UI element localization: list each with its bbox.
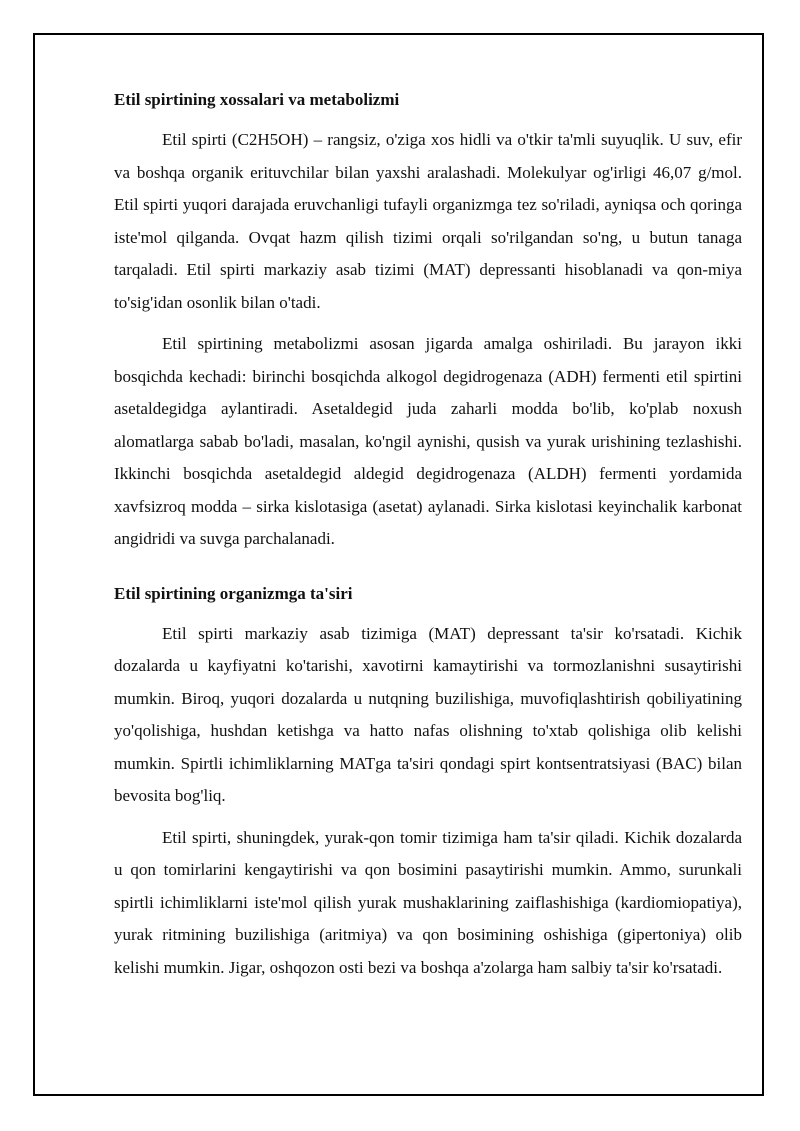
paragraph: Etil spirti, shuningdek, yurak-qon tomir tizimiga ham ta'sir qiladi. Kichik dozalarda u qon tomirlarini kengaytirishi va qon bosimini pasaytirishi mumkin. Ammo, surunkali spirtli ichimliklarni iste'mol qilish yurak mushaklarining zaiflashishiga (kardiomiopatiya), yurak ritmining buzilishiga (aritmiya) va qon bosimining oshishiga (gipertoniya) olib kelishi mumkin. Jigar, oshqozon osti bezi va boshqa a'zolarga ham salbiy ta'sir ko'rsatadi. (114, 827, 742, 977)
paragraph: Etil spirtining metabolizmi asosan jigarda amalga oshiriladi. Bu jarayon ikki bosqichda kechadi: birinchi bosqichda alkogol degidrogenaza (ADH) fermenti etil spirtini asetaldegidga aylantiradi. Asetaldegid juda zaharli modda bo'lib, ko'plab noxush alomatlarga sabab bo'ladi, masalan, ko'ngil aynishi, qusish va yurak urishining tezlashishi. Ikkinchi bosqichda asetaldegid aldegid degidrogenaza (ALDH) fermenti yordamida xavfsizroq modda – sirka kislotasiga (asetat) aylanadi. Sirka kislotasi keyinchalik karbonat angidridi va suvga parchalanadi. (114, 334, 742, 548)
document-body (114, 84, 742, 993)
paragraph: Etil spirti (C2H5OH) – rangsiz, o'ziga xos hidli va o'tkir ta'mli suyuqlik. U suv, efir va boshqa organik erituvchilar bilan yaxshi aralashadi. Molekulyar og'irligi 46,07 g/mol. Etil spirti yuqori darajada eruvchanligi tufayli organizmga tez so'riladi, ayniqsa och qoringa iste'mol qilganda. Ovqat hazm qilish tizimi orqali so'rilgandan so'ng, u butun tanaga tarqaladi. Etil spirti markaziy asab tizimi (MAT) depressanti hisoblanadi va qon-miya to'sig'idan osonlik bilan o'tadi. (114, 130, 742, 312)
paragraph: Etil spirti markaziy asab tizimiga (MAT) depressant ta'sir ko'rsatadi. Kichik dozalarda u kayfiyatni ko'tarishi, xavotirni kamaytirishi va tormozlanishni susaytirishi mumkin. Biroq, yuqori dozalarda u nutqning buzilishiga, muvofiqlashtirish qobiliyatining yo'qolishiga, hushdan ketishga va hatto nafas olishning to'xtab qolishiga olib kelishi mumkin. Spirtli ichimliklarning MATga ta'siri qondagi spirt kontsentratsiyasi (BAC) bilan bevosita bog'liq. (114, 623, 742, 805)
section-heading-properties: Etil spirtining xossalari va metabolizmi (114, 90, 400, 109)
section-heading-effects: Etil spirtining organizmga ta'siri (114, 583, 353, 603)
